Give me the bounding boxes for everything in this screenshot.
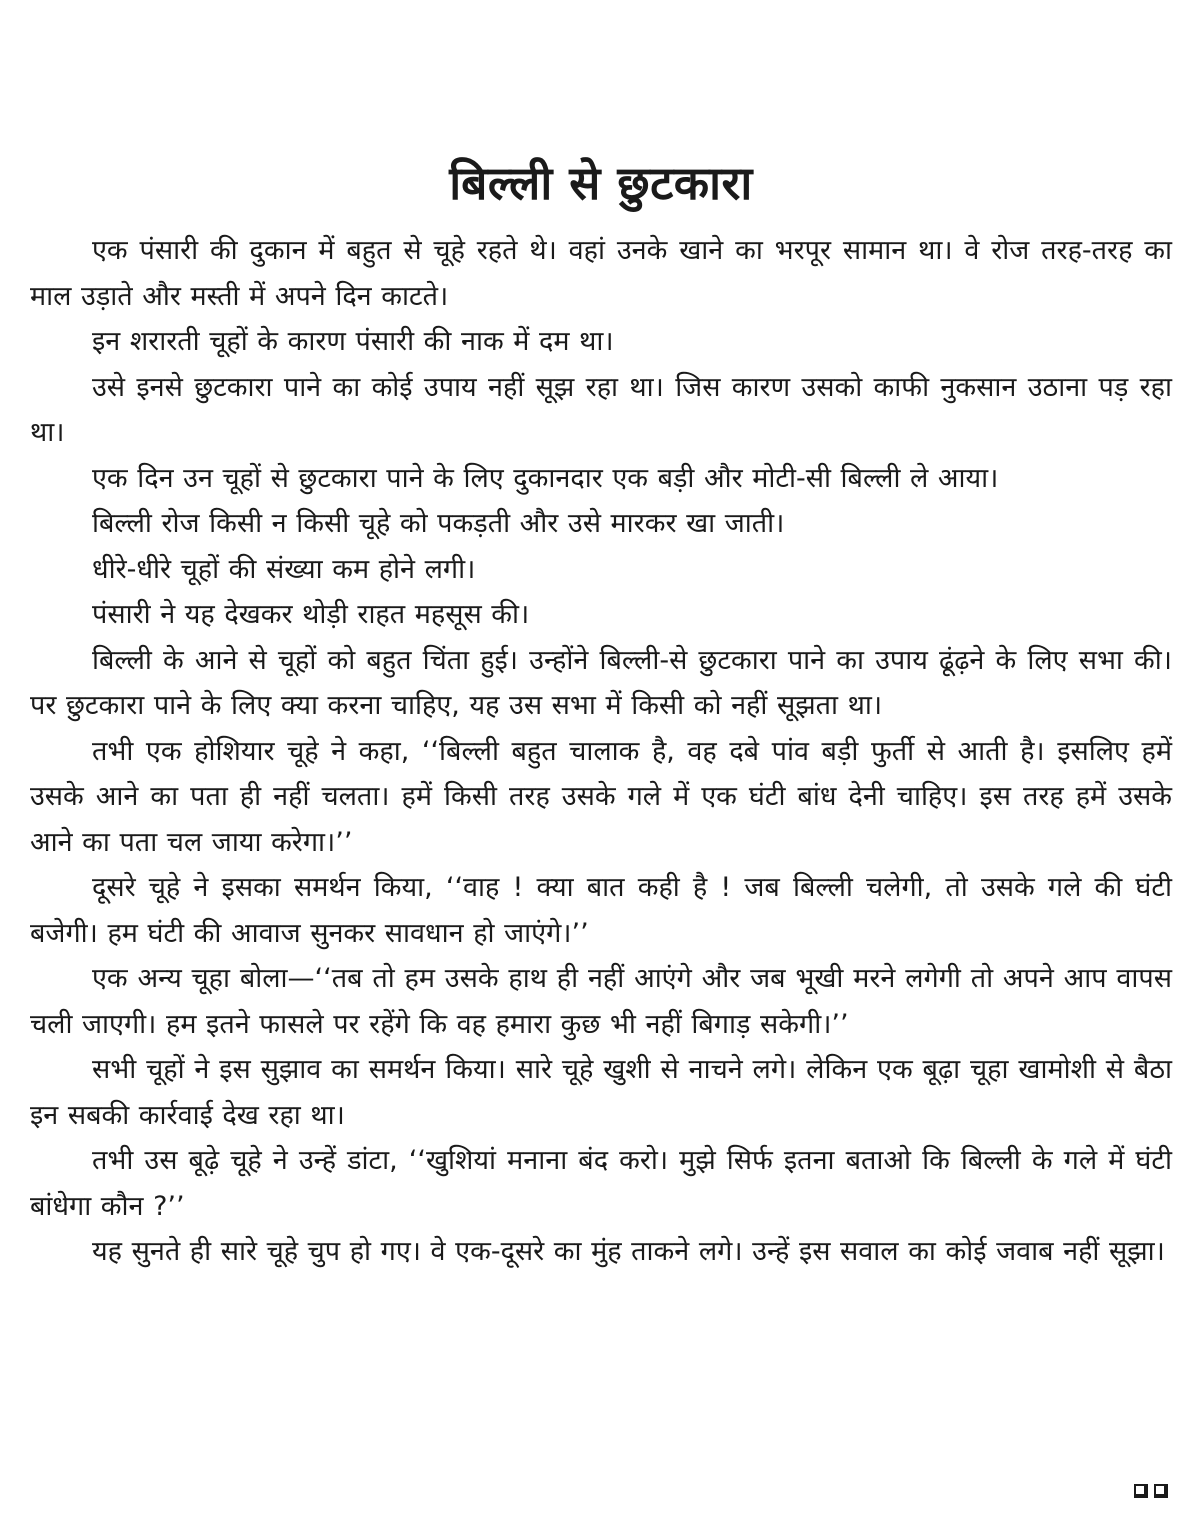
square-icon (1134, 1484, 1148, 1498)
story-paragraph: सभी चूहों ने इस सुझाव का समर्थन किया। सारे चूहे खुशी से नाचने लगे। लेकिन एक बूढ़ा चूहा खामोशी से बैठा इन सबकी कार्रवाई देख रहा था। (30, 1054, 1172, 1131)
story-paragraph: तभी उस बूढ़े चूहे ने उन्हें डांटा, ‘‘खुशियां मनाना बंद करो। मुझे सिर्फ इतना बताओ कि बिल्ली के गले में घंटी बांधेगा कौन ?’’ (30, 1145, 1172, 1222)
story-paragraph: तभी एक होशियार चूहे ने कहा, ‘‘बिल्ली बहुत चालाक है, वह दबे पांव बड़ी फुर्ती से आती है। इसलिए हमें उसके आने का पता ही नहीं चलता। हमें किसी तरह उसके गले में एक घंटी बांध देनी चाहिए। इस तरह हमें उसके आने का पता चल जाया करेगा।’’ (30, 735, 1172, 858)
story-paragraph: इन शरारती चूहों के कारण पंसारी की नाक में दम था। (92, 326, 614, 357)
square-icon (1154, 1484, 1168, 1498)
story-paragraph: बिल्ली के आने से चूहों को बहुत चिंता हुई। उन्होंने बिल्ली-से छुटकारा पाने का उपाय ढूंढ़ने के लिए सभा की। पर छुटकारा पाने के लिए क्या करना चाहिए, यह उस सभा में किसी को नहीं सूझता था। (30, 644, 1172, 721)
story-paragraph: एक अन्य चूहा बोला—‘‘तब तो हम उसके हाथ ही नहीं आएंगे और जब भूखी मरने लगेगी तो अपने आप वापस चली जाएगी। हम इतने फासले पर रहेंगे कि वह हमारा कुछ भी नहीं बिगाड़ सकेगी।’’ (30, 963, 1172, 1040)
story-title: बिल्ली से छुटकारा (449, 156, 753, 210)
story-paragraph: दूसरे चूहे ने इसका समर्थन किया, ‘‘वाह ! क्या बात कही है ! जब बिल्ली चलेगी, तो उसके गले की घंटी बजेगी। हम घंटी की आवाज सुनकर सावधान हो जाएंगे।’’ (30, 872, 1172, 949)
double-square-end-icon (1134, 1484, 1168, 1498)
story-paragraph: एक दिन उन चूहों से छुटकारा पाने के लिए दुकानदार एक बड़ी और मोटी-सी बिल्ली ले आया। (92, 462, 999, 494)
story-paragraph: पंसारी ने यह देखकर थोड़ी राहत महसूस की। (92, 599, 530, 630)
story-body (30, 228, 1172, 1275)
story-paragraph: यह सुनते ही सारे चूहे चुप हो गए। वे एक-दूसरे का मुंह ताकने लगे। उन्हें इस सवाल का कोई जवाब नहीं सूझा। (92, 1236, 1165, 1267)
story-paragraph: उसे इनसे छुटकारा पाने का कोई उपाय नहीं सूझ रहा था। जिस कारण उसको काफी नुकसान उठाना पड़ रहा था। (30, 371, 1172, 448)
story-paragraph: बिल्ली रोज किसी न किसी चूहे को पकड़ती और उसे मारकर खा जाती। (92, 508, 785, 539)
story-paragraph: एक पंसारी की दुकान में बहुत से चूहे रहते थे। वहां उनके खाने का भरपूर सामान था। वे रोज तरह-तरह का माल उड़ाते और मस्ती में अपने दिन काटते। (30, 235, 1172, 312)
story-paragraph: धीरे-धीरे चूहों की संख्या कम होने लगी। (92, 553, 476, 585)
